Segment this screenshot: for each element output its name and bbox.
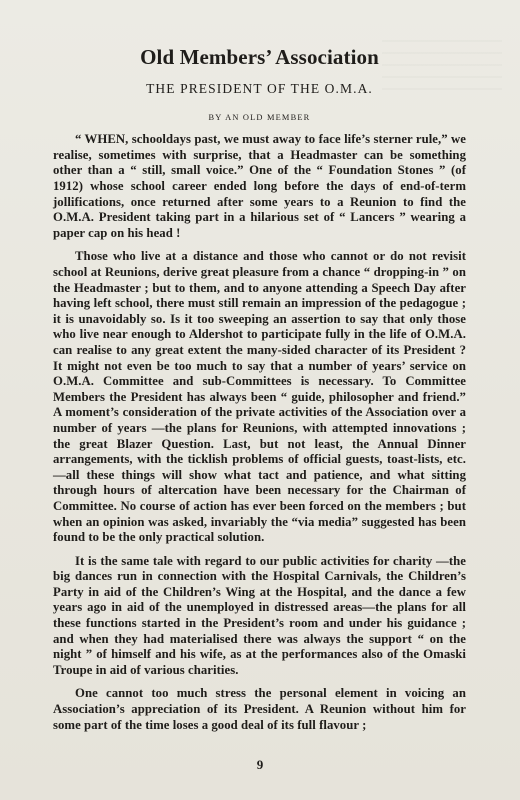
- paragraph-2: Those who live at a distance and those who cannot or do not revisit school at Reunions, derive great pleasure from a chance “ dropping-in ” on the Headmaster ; but to them, and to anyone attending a Speech Day after having left school, there must still remain an impression of the pedagogue ; it is unavoidably so. Is it too sweeping an assertion to say that only those who live near enough to Aldershot to participate fully in the life of O.M.A. can realise to any great extent the many-sided character of its President ? It might not even be too much to say that a number of years’ service on O.M.A. Committee and sub-Committees is necessary. To Committee Members the President has always been “ guide, philosopher and friend.” A moment’s consideration of the private activities of the Association over a number of years —the plans for Reunions, with attempted innovations ; the great Blazer Question. Last, but not least, the Annual Dinner arrangements, with the ticklish problems of official guests, toast-lists, etc. —all these things will show what tact and patience, and what sitting through hours of altercation have been necessary for the Chairman of Committee. No course of action has ever been forced on the members ; but when an opinion was asked, invariably the “via media” suggested has been found to be the only practical solution.: [53, 249, 466, 545]
- paragraph-4: One cannot too much stress the personal element in voicing an Association’s appreciation of its President. A Reunion without him for some part of the time loses a good deal of its full flavour ;: [53, 686, 466, 732]
- byline: BY AN OLD MEMBER: [208, 113, 311, 123]
- article-subtitle: THE PRESIDENT OF THE O.M.A.: [146, 81, 373, 97]
- page-number: 9: [256, 757, 264, 772]
- article: [53, 44, 466, 741]
- paragraph-1: “ WHEN, schooldays past, we must away to face life’s sterner rule,” we realise, sometimes with surprise, that a Headmaster can be something other than a “ still, small voice.” One of the “ Foundation Stones ” (of 1912) whose school career ended long before the days of end-of-term jollifications, once returned after some years to a Reunion to find the O.M.A. President taking part in a hilarious set of “ Lancers ” wearing a paper cap on his head !: [53, 132, 466, 240]
- paragraph-3: It is the same tale with regard to our public activities for charity —the big dances run in connection with the Hospital Carnivals, the Children’s Party in aid of the Children’s Wing at the Hospital, and the dance a few years ago in aid of the unemployed in distressed areas—the plans for all these functions started in the President’s room and under his guidance ; and when they had materialised there was always the support “ on the night ” of himself and his wife, as at the performances also of the Omaski Troupe in aid of various charities.: [53, 553, 466, 677]
- page-title: Old Members’ Association: [140, 45, 379, 69]
